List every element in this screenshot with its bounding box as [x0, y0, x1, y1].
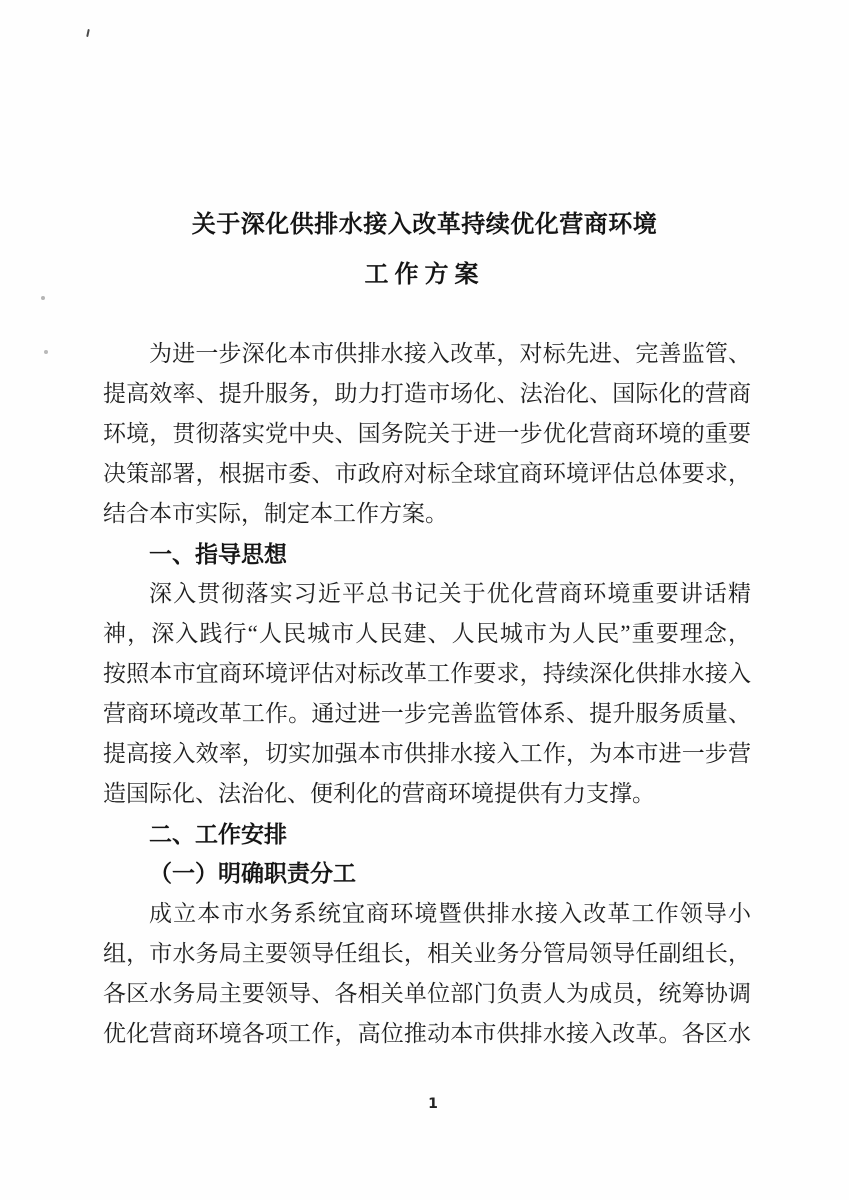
scan-artifact-tick: [86, 29, 90, 37]
page-number: 1: [428, 1096, 438, 1112]
text-line: 为进一步深化本市供排水接入改革，对标先进、完善监管、: [149, 341, 751, 366]
document-title-line1: 关于深化供排水接入改革持续优化营商环境: [191, 212, 658, 238]
document-title-line2: 工作方案: [364, 262, 485, 288]
text-line: 深入贯彻落实习近平总书记关于优化营商环境重要讲话精: [149, 581, 751, 606]
text-line: 组，市水务局主要领导任组长，相关业务分管局领导任副组长，: [103, 941, 751, 966]
text-line: 决策部署，根据市委、市政府对标全球宜商环境评估总体要求，: [103, 461, 751, 486]
text-line: 环境，贯彻落实党中央、国务院关于进一步优化营商环境的重要: [103, 421, 751, 446]
section-heading-2: 二、工作安排: [149, 821, 287, 847]
text-line: 提高效率、提升服务，助力打造市场化、法治化、国际化的营商: [103, 381, 751, 406]
text-line: 成立本市水务系统宜商环境暨供排水接入改革工作领导小: [149, 901, 751, 926]
document-title: [0, 200, 849, 300]
text-line: 优化营商环境各项工作，高位推动本市供排水接入改革。各区水: [103, 1021, 751, 1046]
text-line: 按照本市宜商环境评估对标改革工作要求，持续深化供排水接入: [103, 661, 751, 686]
text-line: 造国际化、法治化、便利化的营商环境提供有力支撑。: [103, 781, 655, 806]
text-line: 神，深入践行“人民城市人民建、人民城市为人民”重要理念，: [103, 621, 751, 646]
scan-artifact-dot: [44, 350, 48, 354]
subsection-heading: （一）明确职责分工: [149, 861, 356, 886]
text-line: 营商环境改革工作。通过进一步完善监管体系、提升服务质量、: [103, 701, 751, 726]
document-body: [103, 334, 751, 1054]
text-line: 结合本市实际，制定本工作方案。: [103, 501, 448, 526]
text-line: 各区水务局主要领导、各相关单位部门负责人为成员，统筹协调: [103, 981, 751, 1006]
text-line: 提高接入效率，切实加强本市供排水接入工作，为本市进一步营: [103, 741, 751, 766]
section-heading-1: 一、指导思想: [149, 541, 287, 567]
